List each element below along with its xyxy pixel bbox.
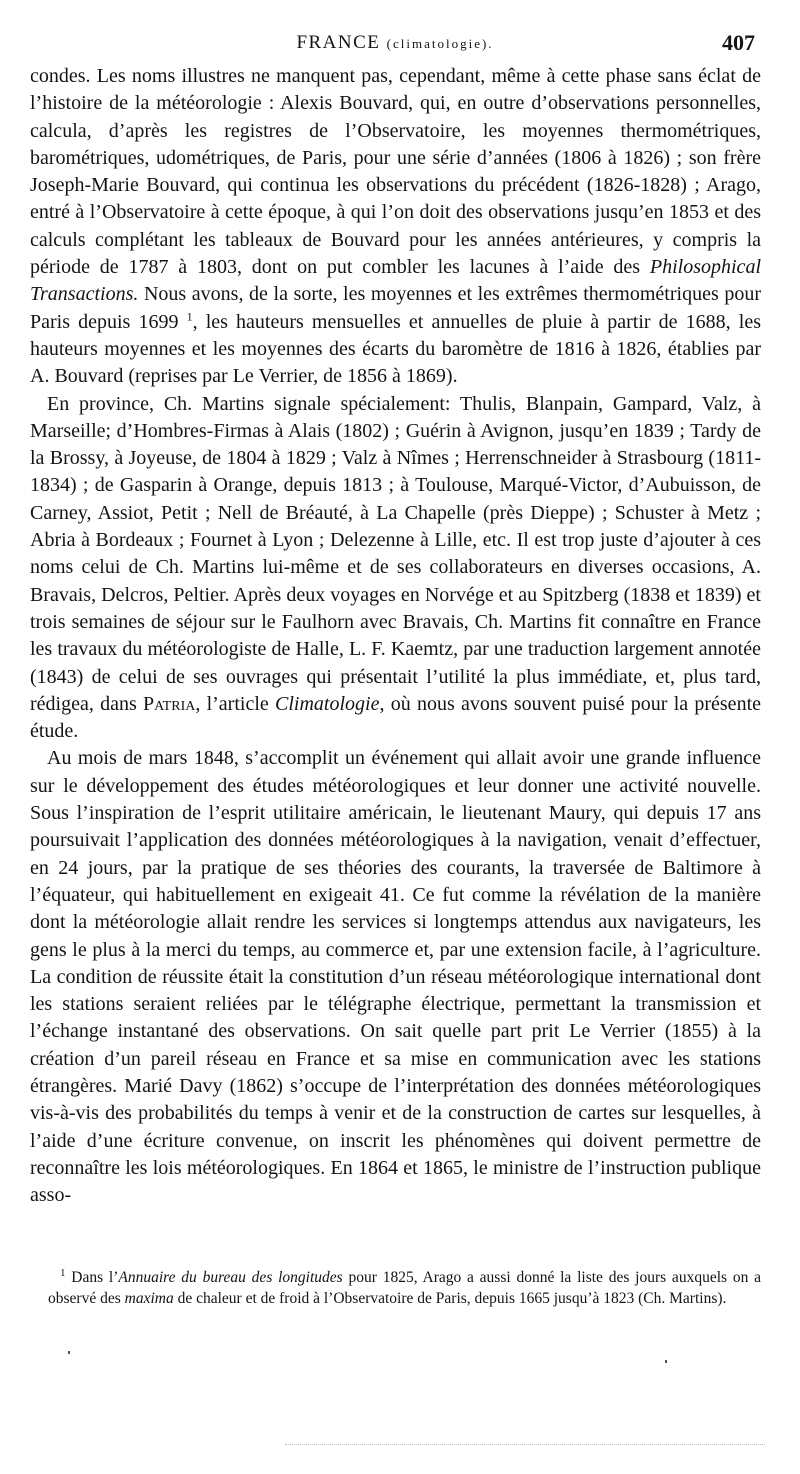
italic-text: Annuaire du bureau des longitudes — [118, 1269, 343, 1286]
text-run: pour 1825, Arago a aussi donné la liste des jours auxquels on a observé des — [48, 1269, 761, 1307]
text-run: de chaleur et de froid à l’Observatoire de Paris, depuis 1665 jusqu’à 1823 (Ch. Martins). — [173, 1289, 727, 1307]
text-run: Nous avons, de la sorte, les moyennes et les extrêmes thermométriques pour Paris depuis 1699 — [30, 283, 761, 333]
paragraph — [30, 63, 761, 391]
print-speck — [68, 1351, 70, 1354]
running-head-title: FRANCE — [296, 32, 381, 53]
italic-text: maxima — [124, 1289, 174, 1307]
footnote — [48, 1268, 761, 1309]
text-run: Dans l’ — [65, 1269, 119, 1286]
footnote-text — [48, 1266, 761, 1307]
italic-text: Climatologie — [275, 692, 380, 715]
page-header — [35, 30, 755, 60]
footnote-marker: 1 — [60, 1266, 66, 1279]
paragraph — [30, 391, 761, 746]
italic-text: Philosophical Transactions. — [30, 256, 761, 306]
print-artifact-line — [285, 1444, 765, 1445]
print-speck — [665, 1360, 667, 1363]
smallcaps-text: Patria — [143, 692, 196, 715]
paragraph — [30, 745, 761, 1209]
text-run: , où nous avons souvent puisé pour la présente étude. — [30, 692, 761, 743]
text-run: , les hauteurs mensuelles et annuelles de pluie à partir de 1688, les hauteurs moyennes et les moyennes des écarts du baromètre de 1816 à 1826, établies par A. Bouvard (reprises par Le Verrier, de 1856 à 1869). — [30, 310, 762, 388]
text-run: Au mois de mars 1848, s’accomplit un événement qui allait avoir une grande influence sur le développement des études météorologiques et leur donner une activité nouvelle. Sous l’inspiration de l’esprit utilitaire américain, le lieutenant Maury, qui depuis 17 ans poursuivait l’application des données météorologiques à la navigation, venait d’effectuer, en 24 jours, par la pratique de ses théories des courants, la traversée de Baltimore à l’équateur, qui habituellement en exigeait 41. Ce fut comme la révélation de la manière dont la météorologie allait rendre les services si longtemps attendus aux navigateurs, les gens le plus à la merci du temps, au commerce et, par une extension facile, à l’agriculture. La condition de réussite était la constitution d’un réseau météorologique international dont les stations seraient reliées par le télégraphe électrique, permettant la transmission et l’échange instantané des observations. On sait quelle part prit Le Verrier (1855) à la création d’un pareil réseau en France et sa mise en communication avec les stations étrangères. Marié Davy (1862) s’occupe de l’interprétation des données météorologiques vis-à-vis des probabilités du temps à venir et de la construction de cartes sur lesquelles, à l’aide d’une écriture convenue, on inscrit les phénomènes qui doivent permettre de reconnaître les lois météorologiques. En 1864 et 1865, le ministre de l’instruction publique asso- — [30, 747, 761, 1207]
running-head — [35, 32, 755, 54]
text-run: En province, Ch. Martins signale spécialement: Thulis, Blanpain, Gampard, Valz, à Marseille; d’Hombres-Firmas à Alais (1802) ; Guérin à Avignon, jusqu’en 1839 ; Tardy de la Brossy, à Joyeuse, de 1804 à 1829 ; Valz à Nîmes ; Herrenschneider à Strasbourg (1811-1834) ; de Gasparin à Orange, depuis 1813 ; à Toulouse, Marqué-Victor, d’Aubuisson, de Carney, Assiot, Petit ; Nell de Bréauté, à La Chapelle (près Dieppe) ; Schuster à Metz ; Abria à Bordeaux ; Fournet à Lyon ; Delezenne à Lille, etc. Il est trop juste d’ajouter à ces noms celui de Ch. Martins lui-même et de ses collaborateurs en diverses occasions, A. Bravais, Delcros, Peltier. Après deux voyages en Norvége et au Spitzberg (1838 et 1839) et trois semaines de séjour sur le Faulhorn avec Bravais, Ch. Martins fit connaître en France les travaux du météorologiste de Halle, L. F. Kaemtz, par une traduction largement annotée (1843) de celui de ses ouvrages qui présentait l’utilité la plus immédiate, et, plus tard, rédigea, dans — [30, 392, 761, 715]
body-text — [30, 63, 761, 1209]
text-run: , l’article — [195, 692, 276, 715]
text-run: condes. Les noms illustres ne manquent pas, cependant, même à cette phase sans éclat de l’histoire de la météorologie : Alexis Bouvard, qui, en outre d’observations personnelles, calcula, d’après les registres de l’Observatoire, les moyennes thermométriques, barométriques, udométriques, de Paris, pour une série d’années (1806 à 1826) ; son frère Joseph-Marie Bouvard, qui continua les observations du précédent (1826-1828) ; Arago, entré à l’Observatoire à cette époque, à qui l’on doit des observations jusqu’en 1853 et des calculs complétant les tableaux de Bouvard pour les années antérieures, y compris la période de 1787 à 1803, dont on put combler les lacunes à l’aide des — [30, 65, 761, 279]
page-number: 407 — [722, 30, 755, 55]
running-head-subtitle: (climatologie). — [386, 36, 494, 51]
footnote-reference: 1 — [186, 309, 193, 324]
